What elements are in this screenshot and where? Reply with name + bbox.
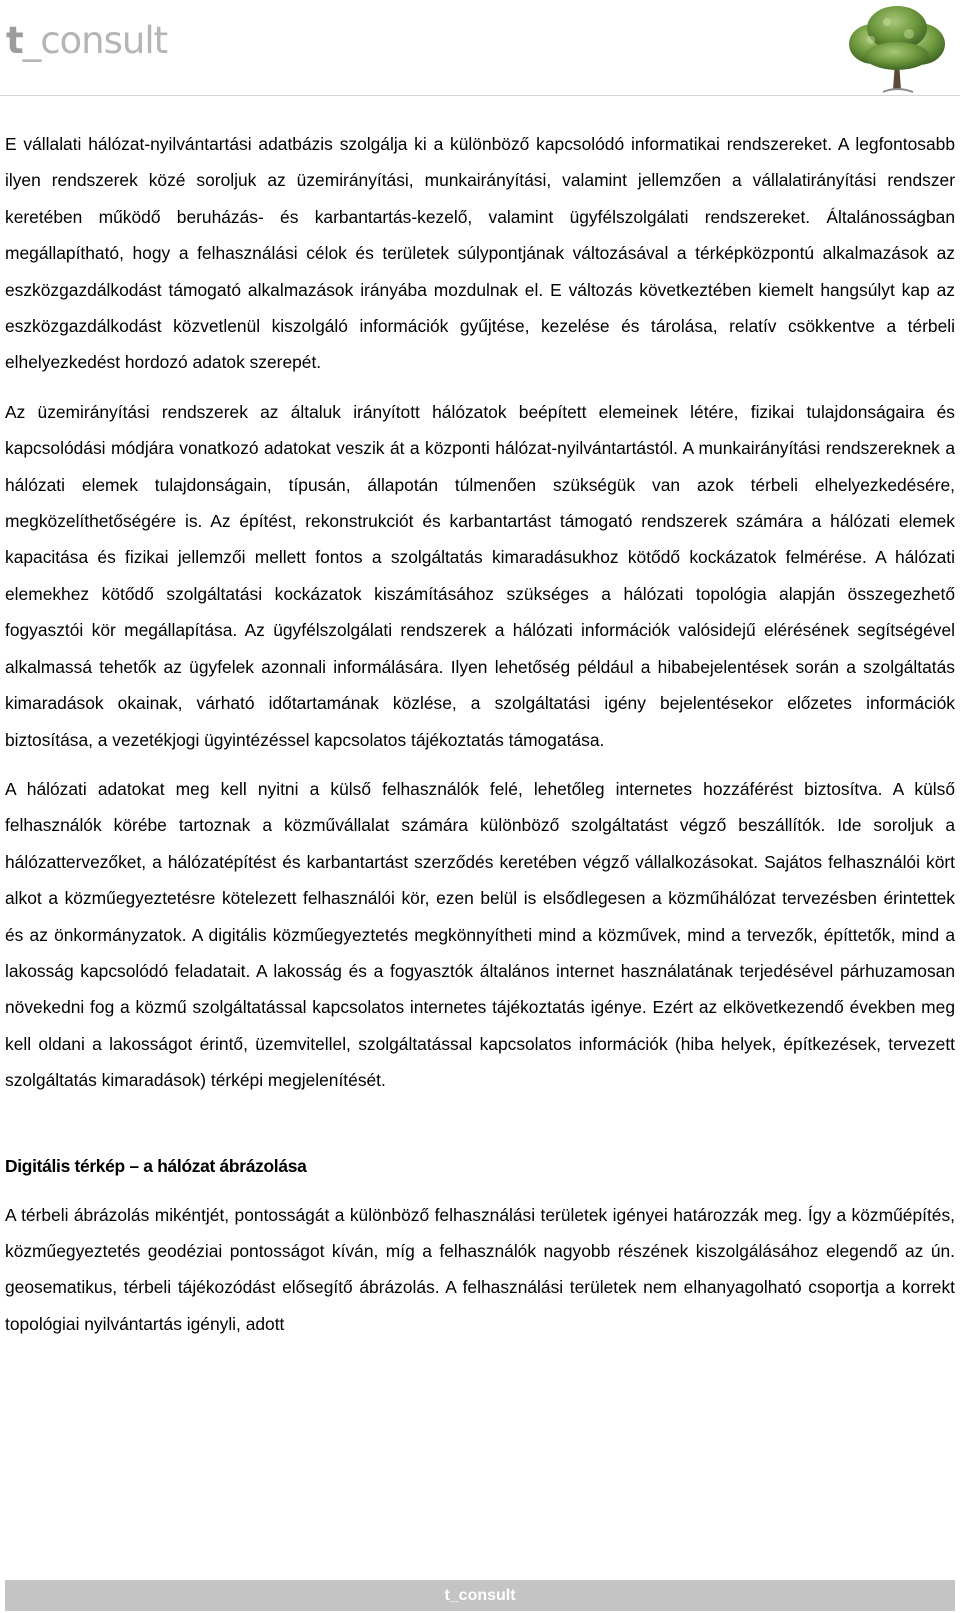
logo-prefix: t	[6, 19, 23, 62]
header-divider	[0, 95, 960, 96]
body-paragraph: E vállalati hálózat-nyilvántartási adatbázis szolgálja ki a különböző kapcsolódó informatikai rendszereket. A legfontosabb ilyen rendszerek közé soroljuk az üzemirányítási, munkairányítási, valamint jellemzően a vállalatirányítási rendszer keretében működő beruházás- és karbantartás-kezelő, valamint ügyfélszolgálati rendszereket. Általánosságban megállapítható, hogy a felhasználási célok és területek súlypontjának változásával a térképközpontú alkalmazások az eszközgazdálkodást támogató alkalmazások irányába mozdulnak el. E változás következtében kiemelt hangsúlyt kap az eszközgazdálkodást közvetlenül kiszolgáló információk gyűjtése, kezelése és tárolása, relatív csökkentve a térbeli elhelyezkedést hordozó adatok szerepét.	[5, 134, 955, 373]
company-logo	[6, 19, 168, 62]
body-paragraph: A térbeli ábrázolás mikéntjét, pontosságát a különböző felhasználási területek igényei határozzák meg. Így a közműépítés, közműegyeztetés geodéziai pontosságot kíván, míg a felhasználók nagyobb részének kiszolgálásához elegendő az ún. geosematikus, térbeli tájékozódást elősegítő ábrázolás. A felhasználási területek nem elhanyagolható csoportja a korrekt topológiai nyilvántartás igényli, adott	[5, 1204, 955, 1334]
body-paragraph: A hálózati adatokat meg kell nyitni a külső felhasználók felé, lehetőleg internetes hozzáférést biztosítva. A külső felhasználók körébe tartoznak a közművállalat számára különböző szolgáltatást végző beszállítók. Ide soroljuk a hálózattervezőket, a hálózatépítést és karbantartást szerződés keretében végző vállalkozásokat. Sajátos felhasználói kört alkot a közműegyeztetésre kötelezett felhasználói kör, ezen belül is elsődlegesen a közműhálózat tervezésben érintettek és az önkormányzatok. A digitális közműegyeztetés megkönnyítheti mind a közművek, mind a tervezők, építtetők, mind a lakosság kapcsolódó feladatait. A lakosság és a fogyasztók általános internet használatának terjedésével párhuzamosan növekedni fog a közmű szolgáltatással kapcsolatos internetes tájékoztatás igénye. Ezért az elkövetkezendő években meg kell oldani a lakosságot érintő, üzemvitellel, szolgáltatással kapcsolatos információk (hiba helyek, építkezések, tervezett szolgáltatás kimaradások) térképi megjelenítését.	[5, 778, 955, 1091]
footer-text: t_consult	[444, 1587, 516, 1604]
page-header	[0, 0, 960, 96]
page-footer	[5, 1580, 955, 1611]
logo-suffix: _consult	[22, 19, 168, 62]
document-body	[5, 126, 955, 1355]
tree-icon	[843, 4, 951, 96]
body-paragraph: Az üzemirányítási rendszerek az általuk irányított hálózatok beépített elemeinek létére, fizikai tulajdonságaira és kapcsolódási módjára vonatkozó adatokat veszik át a központi hálózat-nyilvántartástól. A munkairányítási rendszereknek a hálózati elemek tulajdonságain, típusán, állapotán túlmenően szükségük van azok térbeli elhelyezkedésére, megközelíthetőségére is. Az építést, rekonstrukciót és karbantartást támogató rendszerek számára a hálózati elemek kapacitása és fizikai jellemzői mellett fontos a szolgáltatás kimaradásukhoz kötődő kockázatok felmérése. A hálózati elemekhez kötődő szolgáltatási kockázatok kiszámításához szükséges a hálózati topológia alapján összegezhető fogyasztói kör megállapítása. Az ügyfélszolgálati rendszerek a hálózati információk valósidejű elérésének segítségével alkalmassá tehetők az ügyfelek azonnali informálására. Ilyen lehetőség például a hibabejelentések során a szolgáltatás kimaradások okainak, várható időtartamának közlése, a szolgáltatási igény bejelentésekor előzetes információk biztosítása, a vezetékjogi ügyintézéssel kapcsolatos tájékoztatás támogatása.	[5, 401, 955, 750]
section-heading: Digitális térkép – a hálózat ábrázolása	[5, 1155, 307, 1176]
